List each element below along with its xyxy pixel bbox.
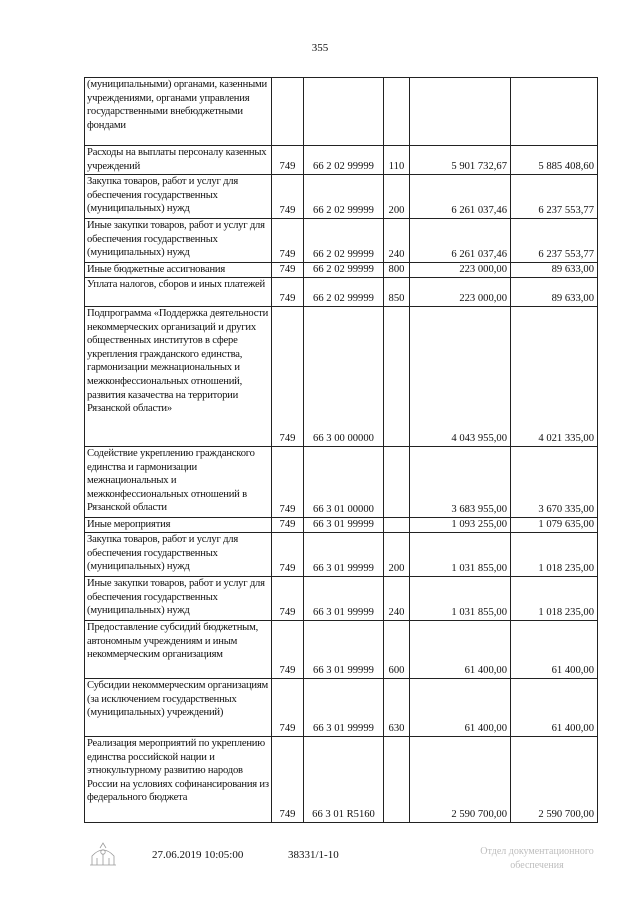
table-row [85, 219, 598, 263]
row-sum-year-1: 5 901 732,67 [410, 146, 511, 175]
row-sum-year-2: 6 237 553,77 [511, 175, 598, 219]
row-sum-year-2: 61 400,00 [511, 621, 598, 679]
footer-date: 27.06.2019 10:05:00 [152, 849, 244, 861]
emblem-stamp-icon [86, 838, 120, 868]
row-csr: 66 3 01 00000 [304, 447, 384, 518]
row-name: (муниципальными) органами, казенными учреждениями, органами управления государственными внебюджетными фондами [85, 78, 272, 146]
table-row [85, 737, 598, 823]
row-name: Подпрограмма «Поддержка деятельности некоммерческих организаций и других общественных институтов в сфере укрепления гражданского единства, гармонизации межнациональных и межконфессиональных отношений, развития казачества на территории Рязанской области» [85, 307, 272, 447]
row-sum-year-1: 223 000,00 [410, 278, 511, 307]
row-csr: 66 3 01 R5160 [304, 737, 384, 823]
row-ved: 749 [272, 679, 304, 737]
row-sum-year-1: 223 000,00 [410, 263, 511, 278]
table-row [85, 278, 598, 307]
row-csr: 66 2 02 99999 [304, 175, 384, 219]
table-row [85, 447, 598, 518]
row-sum-year-1 [410, 78, 511, 146]
row-sum-year-1: 3 683 955,00 [410, 447, 511, 518]
row-sum-year-1: 2 590 700,00 [410, 737, 511, 823]
row-vr: 200 [384, 175, 410, 219]
row-sum-year-2: 1 018 235,00 [511, 577, 598, 621]
table-row [85, 263, 598, 278]
row-name: Уплата налогов, сборов и иных платежей [85, 278, 272, 307]
row-ved: 749 [272, 219, 304, 263]
row-sum-year-1: 1 031 855,00 [410, 533, 511, 577]
table-row [85, 577, 598, 621]
row-ved: 749 [272, 278, 304, 307]
row-vr [384, 518, 410, 533]
row-name: Предоставление субсидий бюджетным, автономным учреждениям и иным некоммерческим организациям [85, 621, 272, 679]
row-sum-year-1: 6 261 037,46 [410, 175, 511, 219]
row-sum-year-2: 1 079 635,00 [511, 518, 598, 533]
row-sum-year-1: 6 261 037,46 [410, 219, 511, 263]
table-row [85, 533, 598, 577]
row-name: Иные закупки товаров, работ и услуг для обеспечения государственных (муниципальных) нужд [85, 219, 272, 263]
budget-table-body [85, 78, 598, 823]
row-ved: 749 [272, 263, 304, 278]
row-vr [384, 78, 410, 146]
row-ved: 749 [272, 146, 304, 175]
row-sum-year-2 [511, 78, 598, 146]
row-sum-year-2: 4 021 335,00 [511, 307, 598, 447]
row-name: Иные мероприятия [85, 518, 272, 533]
row-csr: 66 2 02 99999 [304, 278, 384, 307]
row-ved: 749 [272, 175, 304, 219]
page-number: 355 [311, 42, 329, 54]
faint-stamp-line-1: Отдел документационного [480, 846, 594, 857]
row-sum-year-2: 1 018 235,00 [511, 533, 598, 577]
row-ved: 749 [272, 533, 304, 577]
row-name: Содействие укреплению гражданского единства и гармонизации межнациональных и межконфессиональных отношений в Рязанской области [85, 447, 272, 518]
row-sum-year-2: 2 590 700,00 [511, 737, 598, 823]
table-row [85, 518, 598, 533]
row-vr: 240 [384, 219, 410, 263]
faint-stamp-line-2: обеспечения [510, 860, 564, 871]
row-csr: 66 3 00 00000 [304, 307, 384, 447]
row-sum-year-2: 89 633,00 [511, 263, 598, 278]
row-vr [384, 307, 410, 447]
row-vr: 630 [384, 679, 410, 737]
row-ved: 749 [272, 307, 304, 447]
row-sum-year-2: 3 670 335,00 [511, 447, 598, 518]
row-vr: 850 [384, 278, 410, 307]
row-name: Закупка товаров, работ и услуг для обеспечения государственных (муниципальных) нужд [85, 175, 272, 219]
row-sum-year-1: 1 031 855,00 [410, 577, 511, 621]
row-vr [384, 447, 410, 518]
row-sum-year-1: 61 400,00 [410, 621, 511, 679]
row-vr: 200 [384, 533, 410, 577]
row-name: Реализация мероприятий по укреплению единства российской нации и этнокультурному развитию народов России на условиях софинансирования из федерального бюджета [85, 737, 272, 823]
row-sum-year-2: 89 633,00 [511, 278, 598, 307]
row-csr: 66 2 02 99999 [304, 219, 384, 263]
row-csr: 66 3 01 99999 [304, 679, 384, 737]
table-row [85, 679, 598, 737]
row-name: Субсидии некоммерческим организациям (за исключением государственных (муниципальных) учреждений) [85, 679, 272, 737]
row-csr: 66 3 01 99999 [304, 577, 384, 621]
row-ved [272, 78, 304, 146]
table-row [85, 78, 598, 146]
row-name: Иные закупки товаров, работ и услуг для обеспечения государственных (муниципальных) нужд [85, 577, 272, 621]
row-csr: 66 3 01 99999 [304, 518, 384, 533]
row-sum-year-1: 1 093 255,00 [410, 518, 511, 533]
table-row [85, 175, 598, 219]
row-sum-year-2: 5 885 408,60 [511, 146, 598, 175]
row-sum-year-1: 4 043 955,00 [410, 307, 511, 447]
footer-document-code: 38331/1-10 [288, 849, 339, 861]
row-vr: 240 [384, 577, 410, 621]
row-vr: 800 [384, 263, 410, 278]
table-row [85, 146, 598, 175]
table-row [85, 621, 598, 679]
row-csr: 66 2 02 99999 [304, 263, 384, 278]
row-vr: 600 [384, 621, 410, 679]
row-vr [384, 737, 410, 823]
row-sum-year-1: 61 400,00 [410, 679, 511, 737]
row-ved: 749 [272, 518, 304, 533]
row-csr: 66 2 02 99999 [304, 146, 384, 175]
row-ved: 749 [272, 447, 304, 518]
row-name: Расходы на выплаты персоналу казенных учреждений [85, 146, 272, 175]
row-vr: 110 [384, 146, 410, 175]
row-ved: 749 [272, 621, 304, 679]
row-sum-year-2: 6 237 553,77 [511, 219, 598, 263]
row-sum-year-2: 61 400,00 [511, 679, 598, 737]
row-name: Закупка товаров, работ и услуг для обеспечения государственных (муниципальных) нужд [85, 533, 272, 577]
row-name: Иные бюджетные ассигнования [85, 263, 272, 278]
table-row [85, 307, 598, 447]
row-csr [304, 78, 384, 146]
row-ved: 749 [272, 577, 304, 621]
budget-table [84, 77, 598, 823]
row-csr: 66 3 01 99999 [304, 621, 384, 679]
row-csr: 66 3 01 99999 [304, 533, 384, 577]
row-ved: 749 [272, 737, 304, 823]
